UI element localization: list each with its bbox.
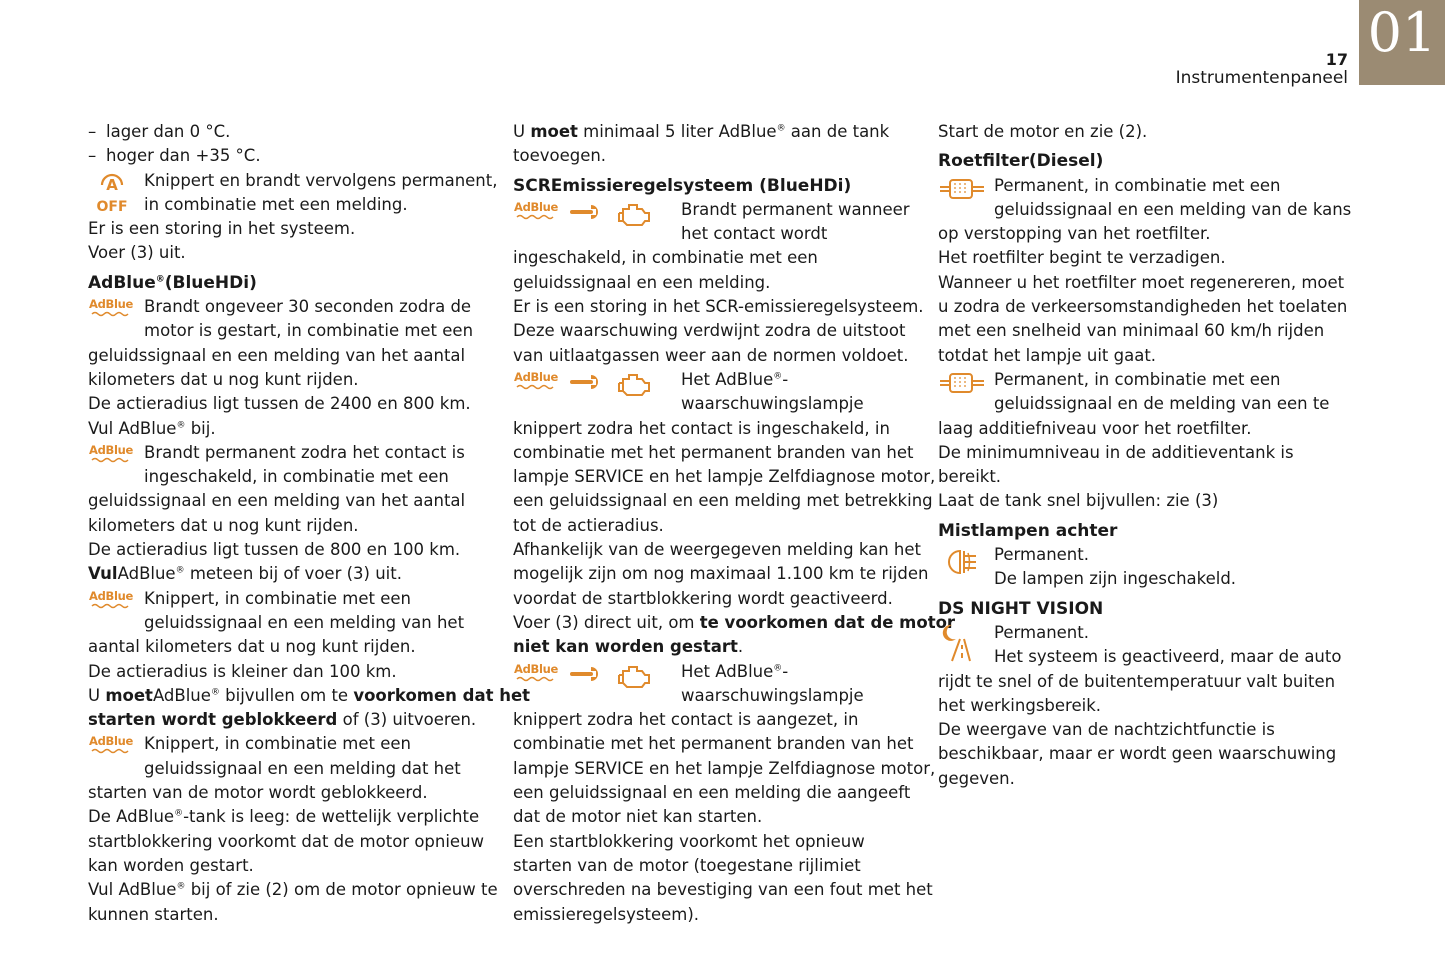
wrench-icon (569, 200, 607, 224)
page-number: 17 (1325, 50, 1348, 69)
warning-entry: AdBlue Het AdBlue®- waarschuwingslampje (513, 369, 864, 414)
warning-entry: Permanent. De lampen zijn ingeschakeld. (938, 543, 1338, 592)
warning-entry: Permanent, in combinatie met een geluidssignaal en een melding van de kans (938, 174, 1338, 223)
warning-entry: AdBlue Knippert, in combinatie met een geluidssignaal en een melding dat het (88, 734, 461, 778)
adblue-icon: AdBlue (88, 589, 134, 609)
wrench-icon (569, 370, 607, 394)
adblue-icon: AdBlue (513, 662, 559, 682)
section-heading: AdBlue®(BlueHDi) (88, 272, 257, 293)
section-heading: Roetfilter(Diesel) (938, 151, 1104, 172)
svg-text:OFF: OFF (96, 198, 128, 215)
warning-entry: A OFF Knippert en brandt vervolgens permanent, in combinatie met een melding. (88, 169, 488, 218)
section-heading: Mistlampen achter (938, 520, 1118, 541)
rear-fog-lamp-icon (938, 545, 986, 579)
section-title: Instrumentenpaneel (1175, 68, 1348, 88)
section-heading: SCREmissieregelsysteem (BlueHDi) (513, 175, 852, 196)
warning-entry: AdBlue Brandt permanent wanneer het contact wordt (513, 199, 910, 244)
particle-filter-icon (938, 176, 986, 202)
warning-entry: AdBlue Knippert, in combinatie met een geluidssignaal en een melding van het (88, 588, 465, 632)
list-item: – hoger dan +35 °C. (88, 146, 261, 166)
particle-filter-icon (938, 370, 986, 396)
adblue-icon: AdBlue (513, 200, 559, 220)
adblue-icon: AdBlue (88, 734, 134, 754)
engine-icon (617, 662, 653, 690)
column-2: U moet minimaal 5 liter AdBlue® aan de tank toevoegen. SCREmissieregelsysteem (BlueHDi) AdBlue Brandt permanent wanneer het contact wordt ingeschakeld, in combinatie met een geluidssignaal en een melding. Er is een storing in het SCR-emissieregelsysteem. Deze waarschuwing verdwijnt zodra de uitstoot van uitlaatgassen weer aan de normen voldoet. AdBlue Het AdBlue®- waarschuwingslampje knippert zodra het contact is ingeschakeld, in combinatie met het permanent branden van het lampje SERVICE en het lampje Zelfdiagnose motor, een geluidssignaal en een melding met betrekking tot de actieradius. Afhankelijk van de weergegeven melding kan het mogelijk zijn om nog maximaal 1.100 km te rijden voordat de startblokkering wordt geactiveerd. Voer (3) direct uit, om te voorkomen dat de motor niet kan worden gestart. AdBlue Het AdBlue®- waarschuwingslampje knippert zodra het contact is aangezet, in combinatie met het permanent branden van het lampje SERVICE en het lampje Zelfdiagnose motor, een geluidssignaal en een melding die aangeeft dat de motor niet kan starten. Een startblokkering voorkomt het opnieuw starten van de motor (toegestane rijlimiet overschreden na bevestiging van een fout met het emissieregelsysteem). (513, 122, 956, 924)
column-1: – lager dan 0 °C. – hoger dan +35 °C. A OFF Knippert en brandt vervolgens permanent, in combinatie met een melding. Er is een storing in het systeem. Voer (3) uit. AdBlue®(BlueHDi) AdBlue Brandt ongeveer 30 seconden zodra de motor is gestart, in combinatie met een geluidssignaal en een melding van het aantal kilometers dat u nog kunt rijden. De actieradius ligt tussen de 2400 en 800 km. Vul AdBlue® bij. AdBlue Brandt permanent zodra het contact is ingeschakeld, in combinatie met een geluidssignaal en een melding van het aantal kilometers dat u nog kunt rijden. De actieradius ligt tussen de 800 en 100 km. VulAdBlue® meteen bij of voer (3) uit. AdBlue Knippert, in combinatie met een geluidssignaal en een melding van het aantal kilometers dat u nog kunt rijden. De actieradius is kleiner dan 100 km. U moetAdBlue® bijvullen om te voorkomen dat het starten wordt geblokkeerd of (3) uitvoeren. AdBlue Knippert, in combinatie met een geluidssignaal en een melding dat het starten van de motor wordt geblokkeerd. De AdBlue®-tank is leeg: de wettelijk verplichte startblokkering voorkomt dat de motor opnieuw kan worden gestart. Vul AdBlue® bij of zie (2) om de motor opnieuw te kunnen starten. (88, 122, 531, 924)
adblue-icon: AdBlue (88, 443, 134, 463)
chapter-tab (1359, 0, 1445, 85)
list-item: – lager dan 0 °C. (88, 122, 231, 141)
section-heading: DS NIGHT VISION (938, 598, 1104, 619)
warning-entry: AdBlue Het AdBlue®- waarschuwingslampje (513, 661, 864, 705)
engine-icon (617, 370, 653, 398)
chapter-number: 01 (1367, 1, 1437, 64)
adblue-icon: AdBlue (513, 370, 559, 390)
svg-text:A: A (106, 175, 118, 194)
warning-entry: AdBlue Brandt permanent zodra het contact is ingeschakeld, in combinatie met een (88, 442, 465, 487)
adblue-icon: AdBlue (88, 297, 134, 317)
engine-icon (617, 200, 653, 228)
warning-entry: Permanent, in combinatie met een geluidssignaal en de melding van een te (938, 368, 1338, 417)
warning-entry: Permanent. Het systeem is geactiveerd, maar de auto (938, 621, 1338, 670)
column-3: Start de motor en zie (2). Roetfilter(Diesel) Permanent, in combinatie met een geluidssignaal en een melding van de kans op verstopping van het roetfilter. Het roetfilter begint te verzadigen. Wanneer u het roetfilter moet regenereren, moet u zodra de verkeersomstandigheden het toelaten met een snelheid van minimaal 60 km/h rijden totdat het lampje uit gaat. Permanent, in combinatie met een geluidssignaal en de melding van een te laag additiefniveau voor het roetfilter. De minimumniveau in de additieventank is bereikt. Laat de tank snel bijvullen: zie (3) Mistlampen achter Permanent. De lampen zijn ingeschakeld. DS NIGHT VISION Permanent. Het systeem is geactiveerd, maar de auto rijdt te snel of de buitentemperatuur valt buiten het werkingsbereik. De weergave van de nachtzichtfunctie is beschikbaar, maar er wordt geen waarschuwing gegeven. (938, 122, 1352, 788)
auto-off-icon (88, 171, 136, 215)
wrench-icon (569, 662, 607, 686)
night-vision-icon (938, 623, 986, 663)
warning-entry: AdBlue Brandt ongeveer 30 seconden zodra de motor is gestart, in combinatie met een (88, 297, 474, 341)
